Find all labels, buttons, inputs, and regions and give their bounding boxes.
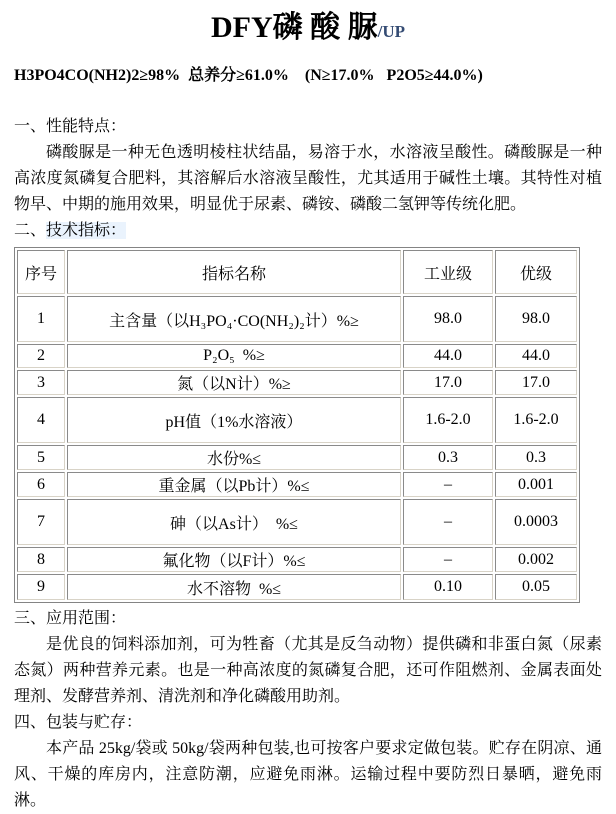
cell-index: 3 [17,370,65,395]
formula-line: H3PO4CO(NH2)2≥98% 总养分≥61.0% (N≥17.0% P2O5≥44.0%) [14,67,483,84]
cell-indicator-name: pH值（1%水溶液） [67,397,401,443]
spec-table-body [17,296,577,600]
cell-indicator-name: P₂O₅ %≥ [67,344,401,368]
cell-index: 2 [17,344,65,368]
section-heading-packaging: 四、包装与贮存： [14,714,143,731]
cell-premium-grade: 0.002 [495,547,577,572]
spec-table [14,247,580,603]
cell-index: 5 [17,445,65,470]
col-header-name: 指标名称 [67,250,401,294]
section-heading-specs [14,218,602,244]
table-row [17,344,577,368]
cell-index: 1 [17,296,65,342]
cell-premium-grade: 0.3 [495,445,577,470]
cell-indicator-name: 氮（以N计）%≥ [67,370,401,395]
page-title-main: DFY磷 酸 脲 [210,11,378,44]
cell-industrial-grade: 98.0 [403,296,493,342]
cell-industrial-grade: 1.6-2.0 [403,397,493,443]
packaging-paragraph: 本产品 25kg/袋或 50kg/袋两种包装,也可按客户要求定做包装。贮存在阴凉、通风、干燥的库房内，注意防潮，应避免雨淋。运输过程中要防烈日暴晒，避免雨淋。 [14,740,602,809]
cell-indicator-name: 重金属（以Pb计）%≤ [67,472,401,497]
table-row [17,574,577,600]
cell-industrial-grade: 0.3 [403,445,493,470]
cell-premium-grade: 44.0 [495,344,577,368]
spec-table-header-row [17,250,577,294]
cell-index: 8 [17,547,65,572]
table-row [17,472,577,497]
cell-indicator-name: 砷（以As计） %≤ [67,499,401,545]
section-heading-specs-text: 技术指标： [46,222,127,239]
cell-index: 7 [17,499,65,545]
col-header-industrial: 工业级 [403,250,493,294]
col-header-premium: 优级 [495,250,577,294]
page-title-suffix: /UP [377,22,406,41]
section-heading-performance: 一、性能特点： [14,118,127,135]
cell-premium-grade: 0.0003 [495,499,577,545]
cell-index: 6 [17,472,65,497]
spec-table-header [17,250,577,294]
table-row [17,445,577,470]
cell-indicator-name: 主含量（以H₃PO₄·CO(NH₂)₂计）%≥ [67,296,401,342]
cell-industrial-grade: 17.0 [403,370,493,395]
cell-index: 4 [17,397,65,443]
section-heading-specs-prefix: 二、 [14,222,47,239]
applications-paragraph: 是优良的饲料添加剂，可为牲畜（尤其是反刍动物）提供磷和非蛋白氮（尿素态氮）两种营养元素。也是一种高浓度的氮磷复合肥，还可作阻燃剂、金属表面处理剂、发酵营养剂、清洗剂和净化磷酸用助剂。 [14,636,602,705]
table-row [17,499,577,545]
cell-premium-grade: 0.001 [495,472,577,497]
cell-industrial-grade: – [403,547,493,572]
cell-industrial-grade: – [403,472,493,497]
section-heading-applications: 三、应用范围： [14,610,127,627]
cell-industrial-grade: 44.0 [403,344,493,368]
cell-premium-grade: 0.05 [495,574,577,600]
table-row [17,296,577,342]
performance-paragraph: 磷酸脲是一种无色透明棱柱状结晶，易溶于水，水溶液呈酸性。磷酸脲是一种高浓度氮磷复合肥料，其溶解后水溶液呈酸性，尤其适用于碱性土壤。其特性对植物早、中期的施用效果，明显优于尿素、磷铵、磷酸二氢钾等传统化肥。 [14,144,602,213]
cell-premium-grade: 17.0 [495,370,577,395]
cell-industrial-grade: – [403,499,493,545]
col-header-index: 序号 [17,250,65,294]
page-title [14,8,602,52]
cell-industrial-grade: 0.10 [403,574,493,600]
cell-premium-grade: 98.0 [495,296,577,342]
table-row [17,370,577,395]
table-row [17,397,577,443]
cell-premium-grade: 1.6-2.0 [495,397,577,443]
cell-indicator-name: 氟化物（以F计）%≤ [67,547,401,572]
cell-indicator-name: 水不溶物 %≤ [67,574,401,600]
cell-indicator-name: 水份%≤ [67,445,401,470]
table-row [17,547,577,572]
cell-index: 9 [17,574,65,600]
